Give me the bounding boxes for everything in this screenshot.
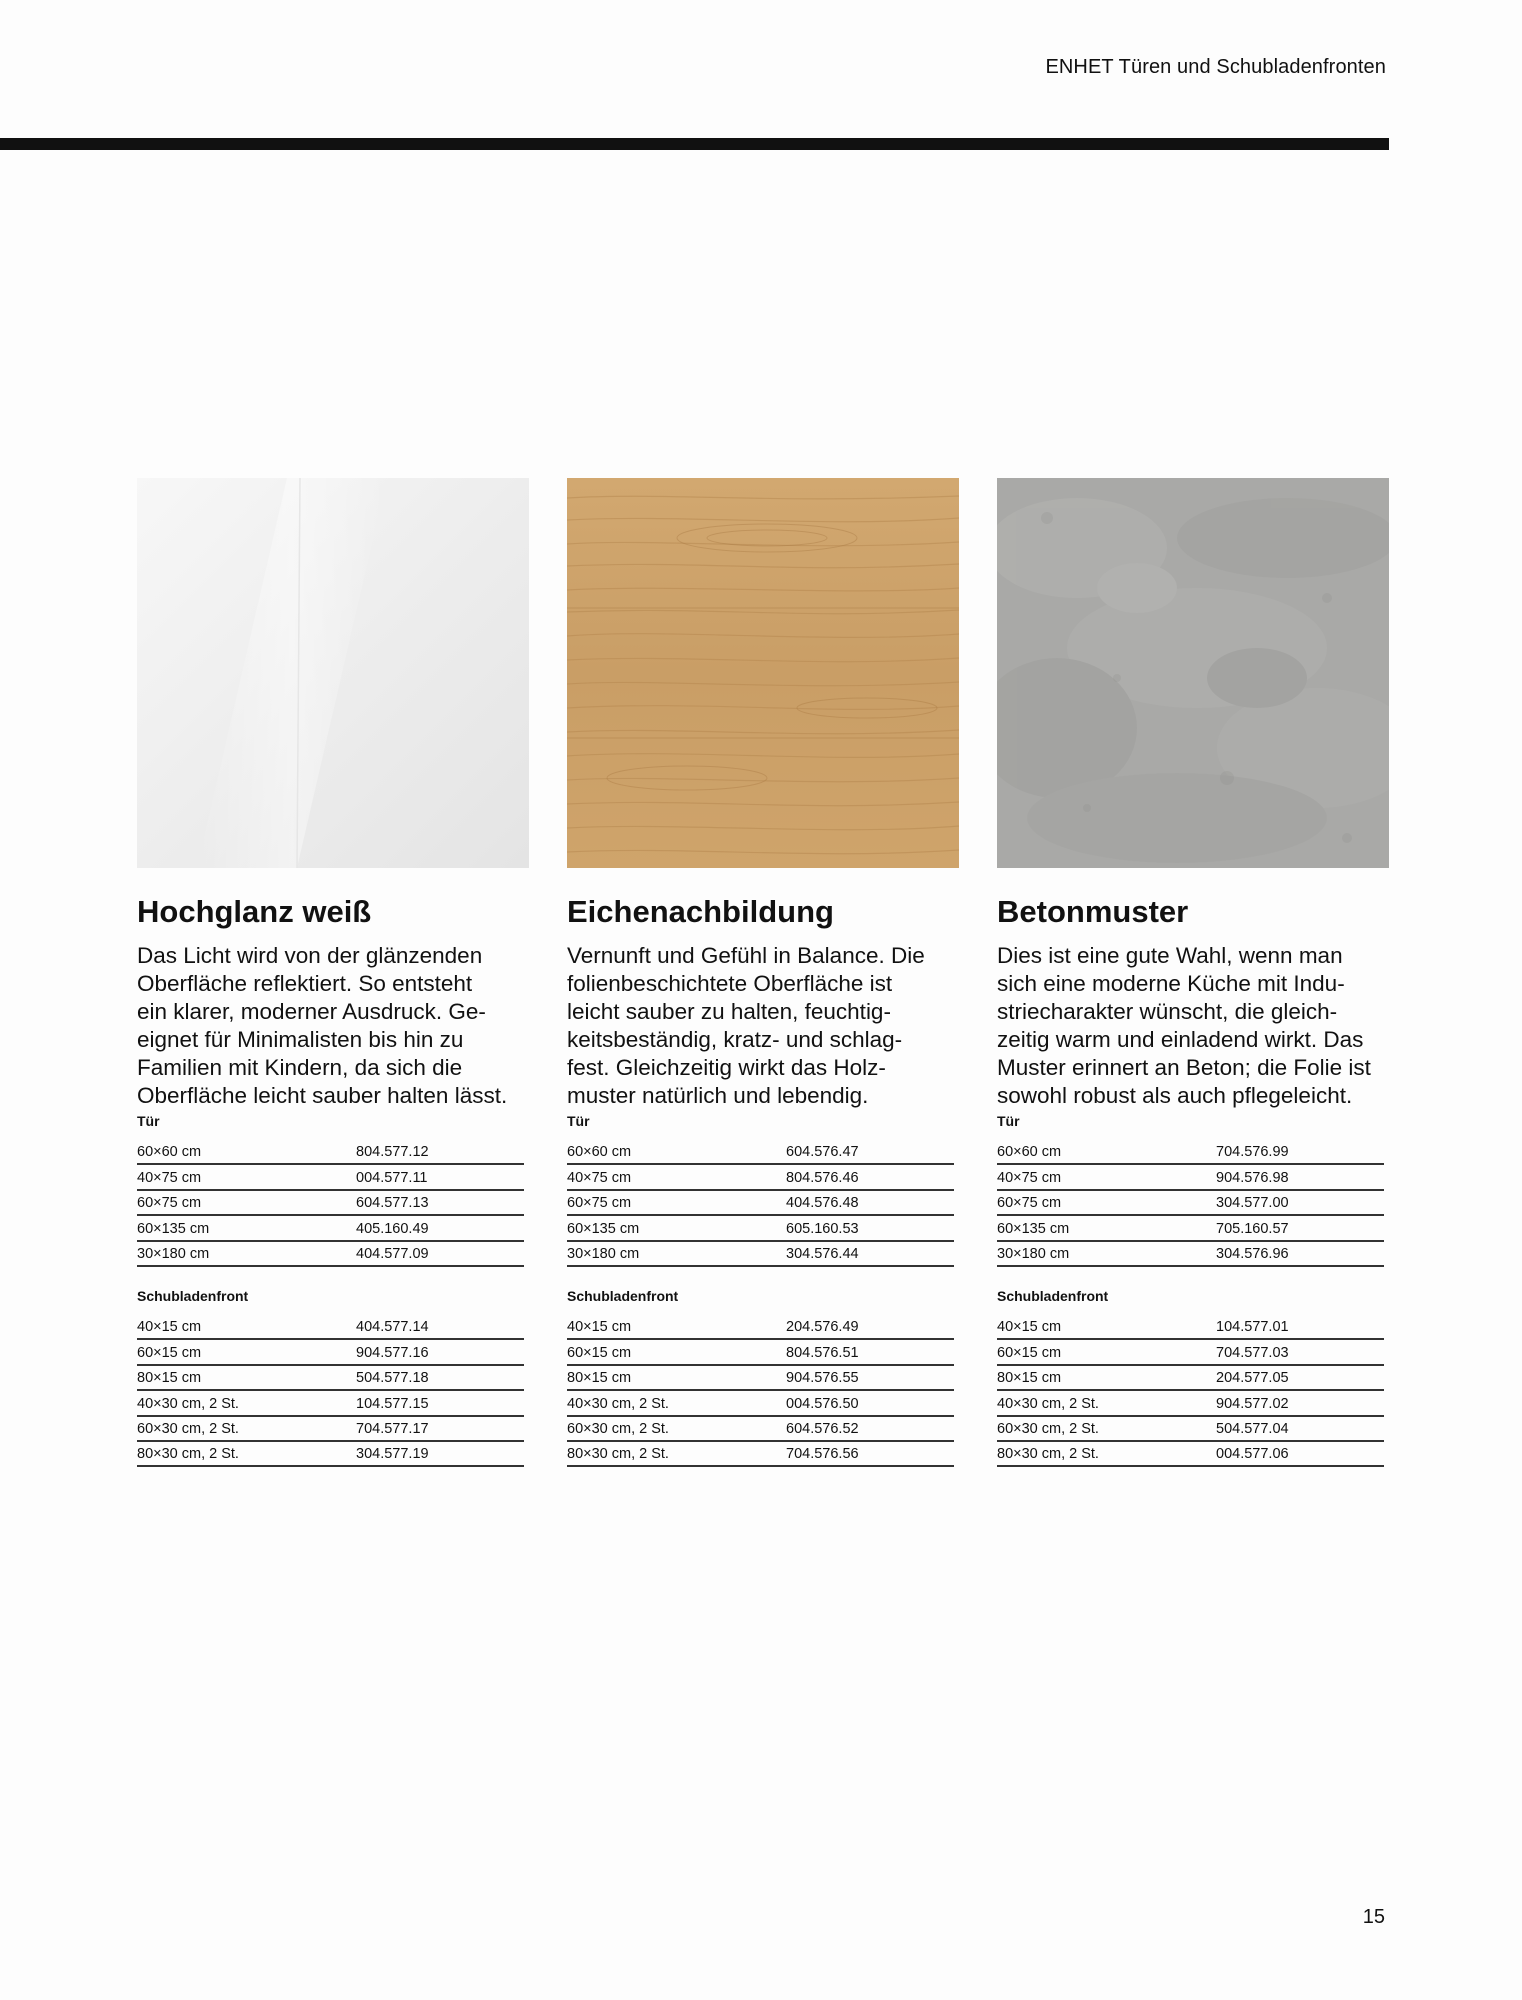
article-number-cell: 405.160.49 [356,1220,429,1237]
table-row [567,1140,954,1165]
size-cell: 80×15 cm [567,1370,632,1387]
article-number-cell: 705.160.57 [1216,1220,1289,1237]
swatch-concrete-image [997,478,1389,868]
table-row [567,1242,954,1267]
table-row [567,1165,954,1190]
article-number-cell: 804.576.51 [786,1344,859,1361]
article-number-cell: 704.576.56 [786,1446,859,1463]
drawer-table [997,1315,1384,1467]
finish-column-hochglanz [137,478,529,1485]
table-row [997,1216,1384,1241]
table-row [137,1165,524,1190]
size-cell: 60×135 cm [567,1220,640,1237]
size-cell: 40×30 cm, 2 St. [997,1395,1099,1412]
table-row [137,1315,524,1340]
size-cell: 40×30 cm, 2 St. [567,1395,669,1412]
table-row [997,1242,1384,1267]
table-row [567,1417,954,1442]
header-divider-bar [0,138,1389,150]
article-number-cell: 604.576.47 [786,1144,859,1161]
size-cell: 60×30 cm, 2 St. [997,1420,1099,1437]
article-number-cell: 004.577.11 [356,1169,428,1186]
description-line: ein klarer, moderner Ausdruck. Ge- [137,999,486,1024]
finish-title: Betonmuster [997,894,1189,929]
size-cell: 30×180 cm [567,1245,640,1262]
description-line: Vernunft und Gefühl in Balance. Die [567,943,925,968]
article-number-cell: 604.576.52 [786,1420,859,1437]
description-line: leicht sauber zu halten, feuchtig- [567,999,891,1024]
finish-title: Eichenachbildung [567,894,834,929]
size-cell: 80×30 cm, 2 St. [567,1446,669,1463]
article-number-cell: 004.576.50 [786,1395,859,1412]
size-cell: 60×30 cm, 2 St. [137,1420,239,1437]
table-row [997,1191,1384,1216]
table-row [567,1442,954,1467]
table-row [567,1191,954,1216]
article-number-cell: 004.577.06 [1216,1446,1289,1463]
description-line: Oberfläche leicht sauber halten lässt. [137,1083,508,1108]
table-row [997,1417,1384,1442]
article-number-cell: 304.577.19 [356,1446,429,1463]
table-row [997,1340,1384,1365]
article-number-cell: 404.577.14 [356,1319,429,1336]
table-row [137,1191,524,1216]
article-number-cell: 504.577.18 [356,1370,429,1387]
article-number-cell: 104.577.01 [1216,1319,1289,1336]
article-number-cell: 904.576.55 [786,1370,859,1387]
table-row [137,1140,524,1165]
table-row [567,1391,954,1416]
article-number-cell: 204.576.49 [786,1319,859,1336]
article-number-cell: 504.577.04 [1216,1420,1289,1437]
article-number-cell: 804.577.12 [356,1144,429,1161]
size-cell: 80×15 cm [137,1370,202,1387]
description-line: Das Licht wird von der glänzenden [137,943,483,968]
table-row [137,1417,524,1442]
size-cell: 40×75 cm [997,1169,1062,1186]
page-number: 15 [1362,1906,1385,1928]
drawer-section-label: Schubladenfront [567,1287,679,1304]
header-title: ENHET Türen und Schubladenfronten [1045,56,1386,78]
table-row [997,1366,1384,1391]
article-number-cell: 404.576.48 [786,1195,859,1212]
size-cell: 40×75 cm [567,1169,632,1186]
size-cell: 60×15 cm [997,1344,1062,1361]
article-number-cell: 904.576.98 [1216,1169,1289,1186]
size-cell: 60×135 cm [997,1220,1070,1237]
size-cell: 60×75 cm [997,1195,1062,1212]
size-cell: 60×60 cm [567,1144,632,1161]
size-cell: 60×60 cm [137,1144,202,1161]
door-table [997,1140,1384,1267]
size-cell: 60×15 cm [137,1344,202,1361]
description-line: zeitig warm und einladend wirkt. Das [997,1027,1364,1052]
table-row [137,1366,524,1391]
door-table [567,1140,954,1267]
table-row [137,1442,524,1467]
table-row [997,1140,1384,1165]
finish-title: Hochglanz weiß [137,894,372,929]
finish-description [997,942,1389,1110]
size-cell: 40×15 cm [567,1319,632,1336]
article-number-cell: 104.577.15 [356,1395,429,1412]
size-cell: 60×135 cm [137,1220,210,1237]
table-row [137,1391,524,1416]
table-row [997,1442,1384,1467]
description-line: Familien mit Kindern, da sich die [137,1055,463,1080]
article-number-cell: 605.160.53 [786,1220,859,1237]
drawer-section-label: Schubladenfront [137,1287,249,1304]
description-line: folienbeschichtete Oberfläche ist [567,971,893,996]
description-line: eignet für Minimalisten bis hin zu [137,1027,464,1052]
size-cell: 30×180 cm [137,1245,210,1262]
table-row [997,1391,1384,1416]
table-row [137,1216,524,1241]
article-number-cell: 804.576.46 [786,1169,859,1186]
table-row [137,1242,524,1267]
description-line: keitsbeständig, kratz- und schlag- [567,1027,903,1052]
article-number-cell: 704.577.17 [356,1420,429,1437]
description-line: Oberfläche reflektiert. So entsteht [137,971,473,996]
table-row [567,1366,954,1391]
size-cell: 80×15 cm [997,1370,1062,1387]
door-table [137,1140,524,1267]
description-line: fest. Gleichzeitig wirkt das Holz- [567,1055,886,1080]
drawer-table [567,1315,954,1467]
table-row [567,1315,954,1340]
size-cell: 60×60 cm [997,1144,1062,1161]
swatch-oak-image [567,478,959,868]
finish-column-beton [997,478,1389,1485]
size-cell: 80×30 cm, 2 St. [137,1446,239,1463]
drawer-section-label: Schubladenfront [997,1287,1109,1304]
table-row [567,1216,954,1241]
finish-description [567,942,959,1110]
size-cell: 60×30 cm, 2 St. [567,1420,669,1437]
swatch-white-gloss-image [137,478,529,868]
door-section-label: Tür [137,1113,160,1129]
finish-description [137,942,529,1110]
size-cell: 60×15 cm [567,1344,632,1361]
description-line: sich eine moderne Küche mit Indu- [997,971,1345,996]
table-row [137,1340,524,1365]
article-number-cell: 704.576.99 [1216,1144,1289,1161]
size-cell: 40×15 cm [137,1319,202,1336]
size-cell: 60×75 cm [567,1195,632,1212]
size-cell: 40×75 cm [137,1169,202,1186]
finish-column-eiche [567,478,959,1485]
size-cell: 40×15 cm [997,1319,1062,1336]
description-line: muster natürlich und lebendig. [567,1083,869,1108]
size-cell: 80×30 cm, 2 St. [997,1446,1099,1463]
article-number-cell: 204.577.05 [1216,1370,1289,1387]
description-line: striecharakter wünscht, die gleich- [997,999,1338,1024]
door-section-label: Tür [567,1113,590,1129]
description-line: Dies ist eine gute Wahl, wenn man [997,943,1343,968]
description-line: Muster erinnert an Beton; die Folie ist [997,1055,1371,1080]
size-cell: 40×30 cm, 2 St. [137,1395,239,1412]
size-cell: 60×75 cm [137,1195,202,1212]
article-number-cell: 904.577.02 [1216,1395,1289,1412]
article-number-cell: 304.576.44 [786,1245,859,1262]
article-number-cell: 304.577.00 [1216,1195,1289,1212]
table-row [567,1340,954,1365]
article-number-cell: 404.577.09 [356,1245,429,1262]
article-number-cell: 704.577.03 [1216,1344,1289,1361]
table-row [997,1315,1384,1340]
table-row [997,1165,1384,1190]
door-section-label: Tür [997,1113,1020,1129]
article-number-cell: 904.577.16 [356,1344,429,1361]
drawer-table [137,1315,524,1467]
article-number-cell: 604.577.13 [356,1195,429,1212]
article-number-cell: 304.576.96 [1216,1245,1289,1262]
description-line: sowohl robust als auch pflegeleicht. [997,1083,1353,1108]
size-cell: 30×180 cm [997,1245,1070,1262]
